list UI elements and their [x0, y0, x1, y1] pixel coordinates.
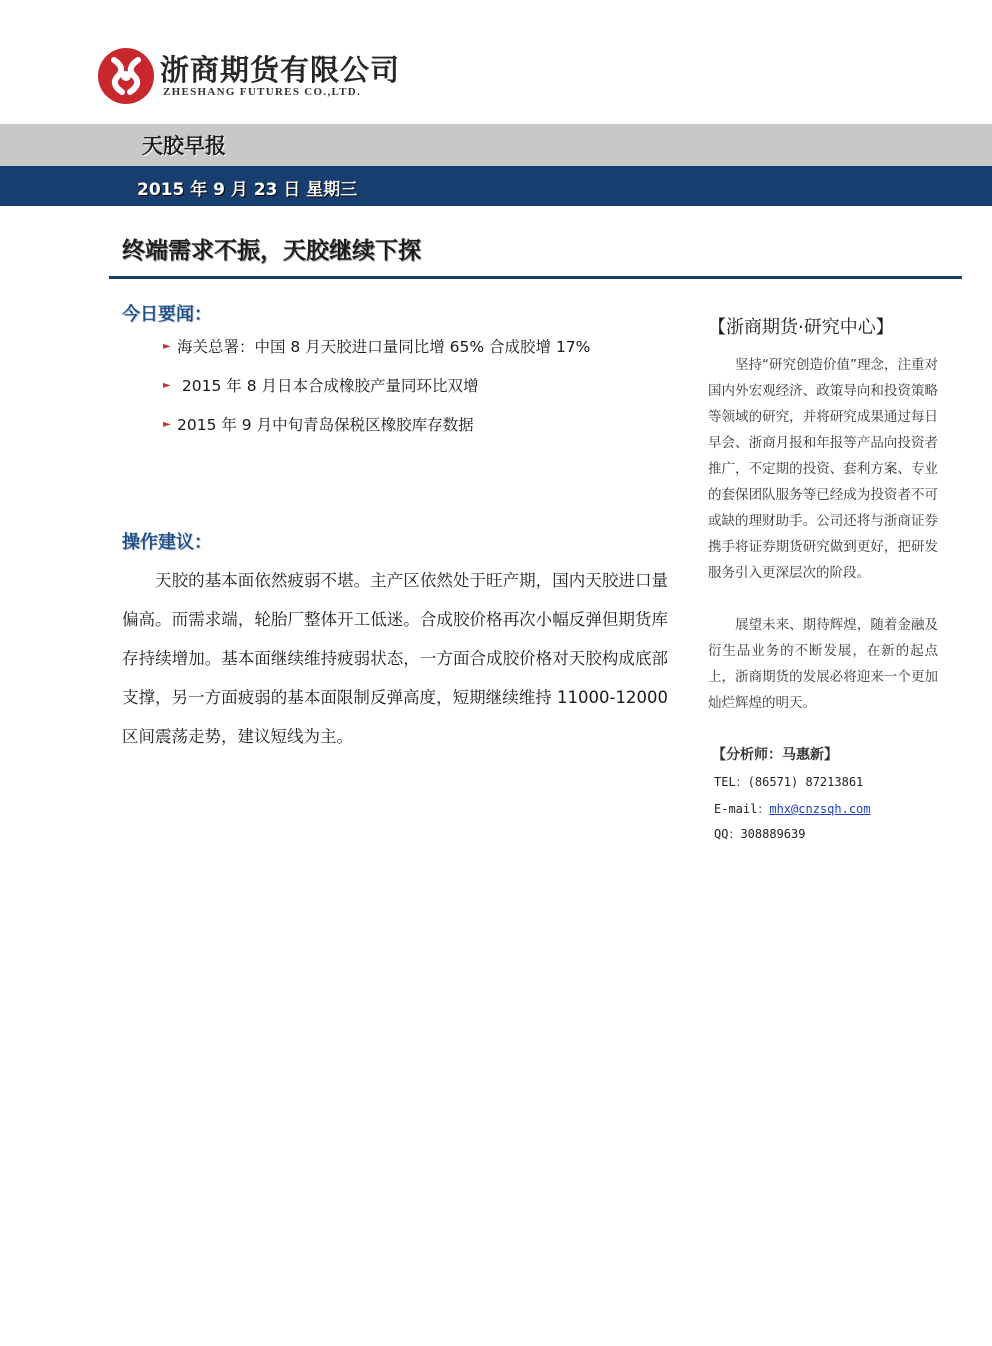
- email-label: E-mail：: [714, 802, 770, 816]
- news-item[interactable]: [163, 374, 479, 396]
- report-type: 天胶早报: [142, 134, 226, 158]
- report-date: 2015 年 9 月 23 日 星期三: [137, 180, 358, 200]
- analyst-tel: TEL：(86571) 87213861: [714, 775, 864, 789]
- news-item-text: 海关总署：中国 8 月天胶进口量同比增 65% 合成胶增 17%: [177, 338, 591, 356]
- advice-paragraph: [122, 561, 668, 756]
- advice-heading: 操作建议：: [122, 532, 212, 553]
- news-item-text: 2015 年 9 月中旬青岛保税区橡胶库存数据: [177, 416, 474, 434]
- analyst-email-line: [714, 800, 871, 817]
- company-name-cn: 浙商期货有限公司: [160, 53, 401, 87]
- analyst-heading: 【分析师：马惠新】: [712, 747, 838, 763]
- news-heading: 今日要闻：: [122, 304, 212, 325]
- sidebar-title: 【浙商期货·研究中心】: [708, 317, 894, 338]
- bullet-arrow-icon: ►: [163, 340, 171, 352]
- company-name-en: ZHESHANG FUTURES CO.,LTD.: [163, 86, 362, 98]
- sidebar-outlook-paragraph: 展望未来、期待辉煌，随着金融及衍生品业务的不断发展，在新的起点上，浙商期货的发展必将迎来一个更加灿烂辉煌的明天。: [708, 617, 938, 711]
- news-item[interactable]: [163, 413, 474, 435]
- analyst-qq: QQ：308889639: [714, 827, 806, 841]
- email-link[interactable]: mhx@cnzsqh.com: [769, 802, 871, 816]
- news-item-text: 2015 年 8 月日本合成橡胶产量同环比双增: [177, 377, 479, 395]
- news-item[interactable]: [163, 335, 590, 357]
- bullet-arrow-icon: ►: [163, 418, 171, 430]
- title-divider: [109, 276, 962, 279]
- sidebar-intro-paragraph: 坚持“研究创造价值”理念，注重对国内外宏观经济、政策导向和投资策略等领域的研究，并将研究成果通过每日早会、浙商月报和年报等产品向投资者推广，不定期的投资、套利方案、专业的套保团队服务等已经成为投资者不可或缺的理财助手。公司还将与浙商证券携手将证券期货研究做到更好，把研发服务引入更深层次的阶段。: [708, 357, 938, 581]
- page-title: 终端需求不振，天胶继续下探: [122, 238, 421, 264]
- zheshang-logo-icon: [96, 46, 156, 106]
- bullet-arrow-icon: ►: [163, 379, 171, 391]
- advice-text: 天胶的基本面依然疲弱不堪。主产区依然处于旺产期，国内天胶进口量偏高。而需求端，轮胎厂整体开工低迷。合成胶价格再次小幅反弹但期货库存持续增加。基本面继续维持疲弱状态，一方面合成胶价格对天胶构成底部支撑，另一方面疲弱的基本面限制反弹高度，短期继续维持 11000-12000 区间震荡走势，建议短线为主。: [122, 571, 668, 746]
